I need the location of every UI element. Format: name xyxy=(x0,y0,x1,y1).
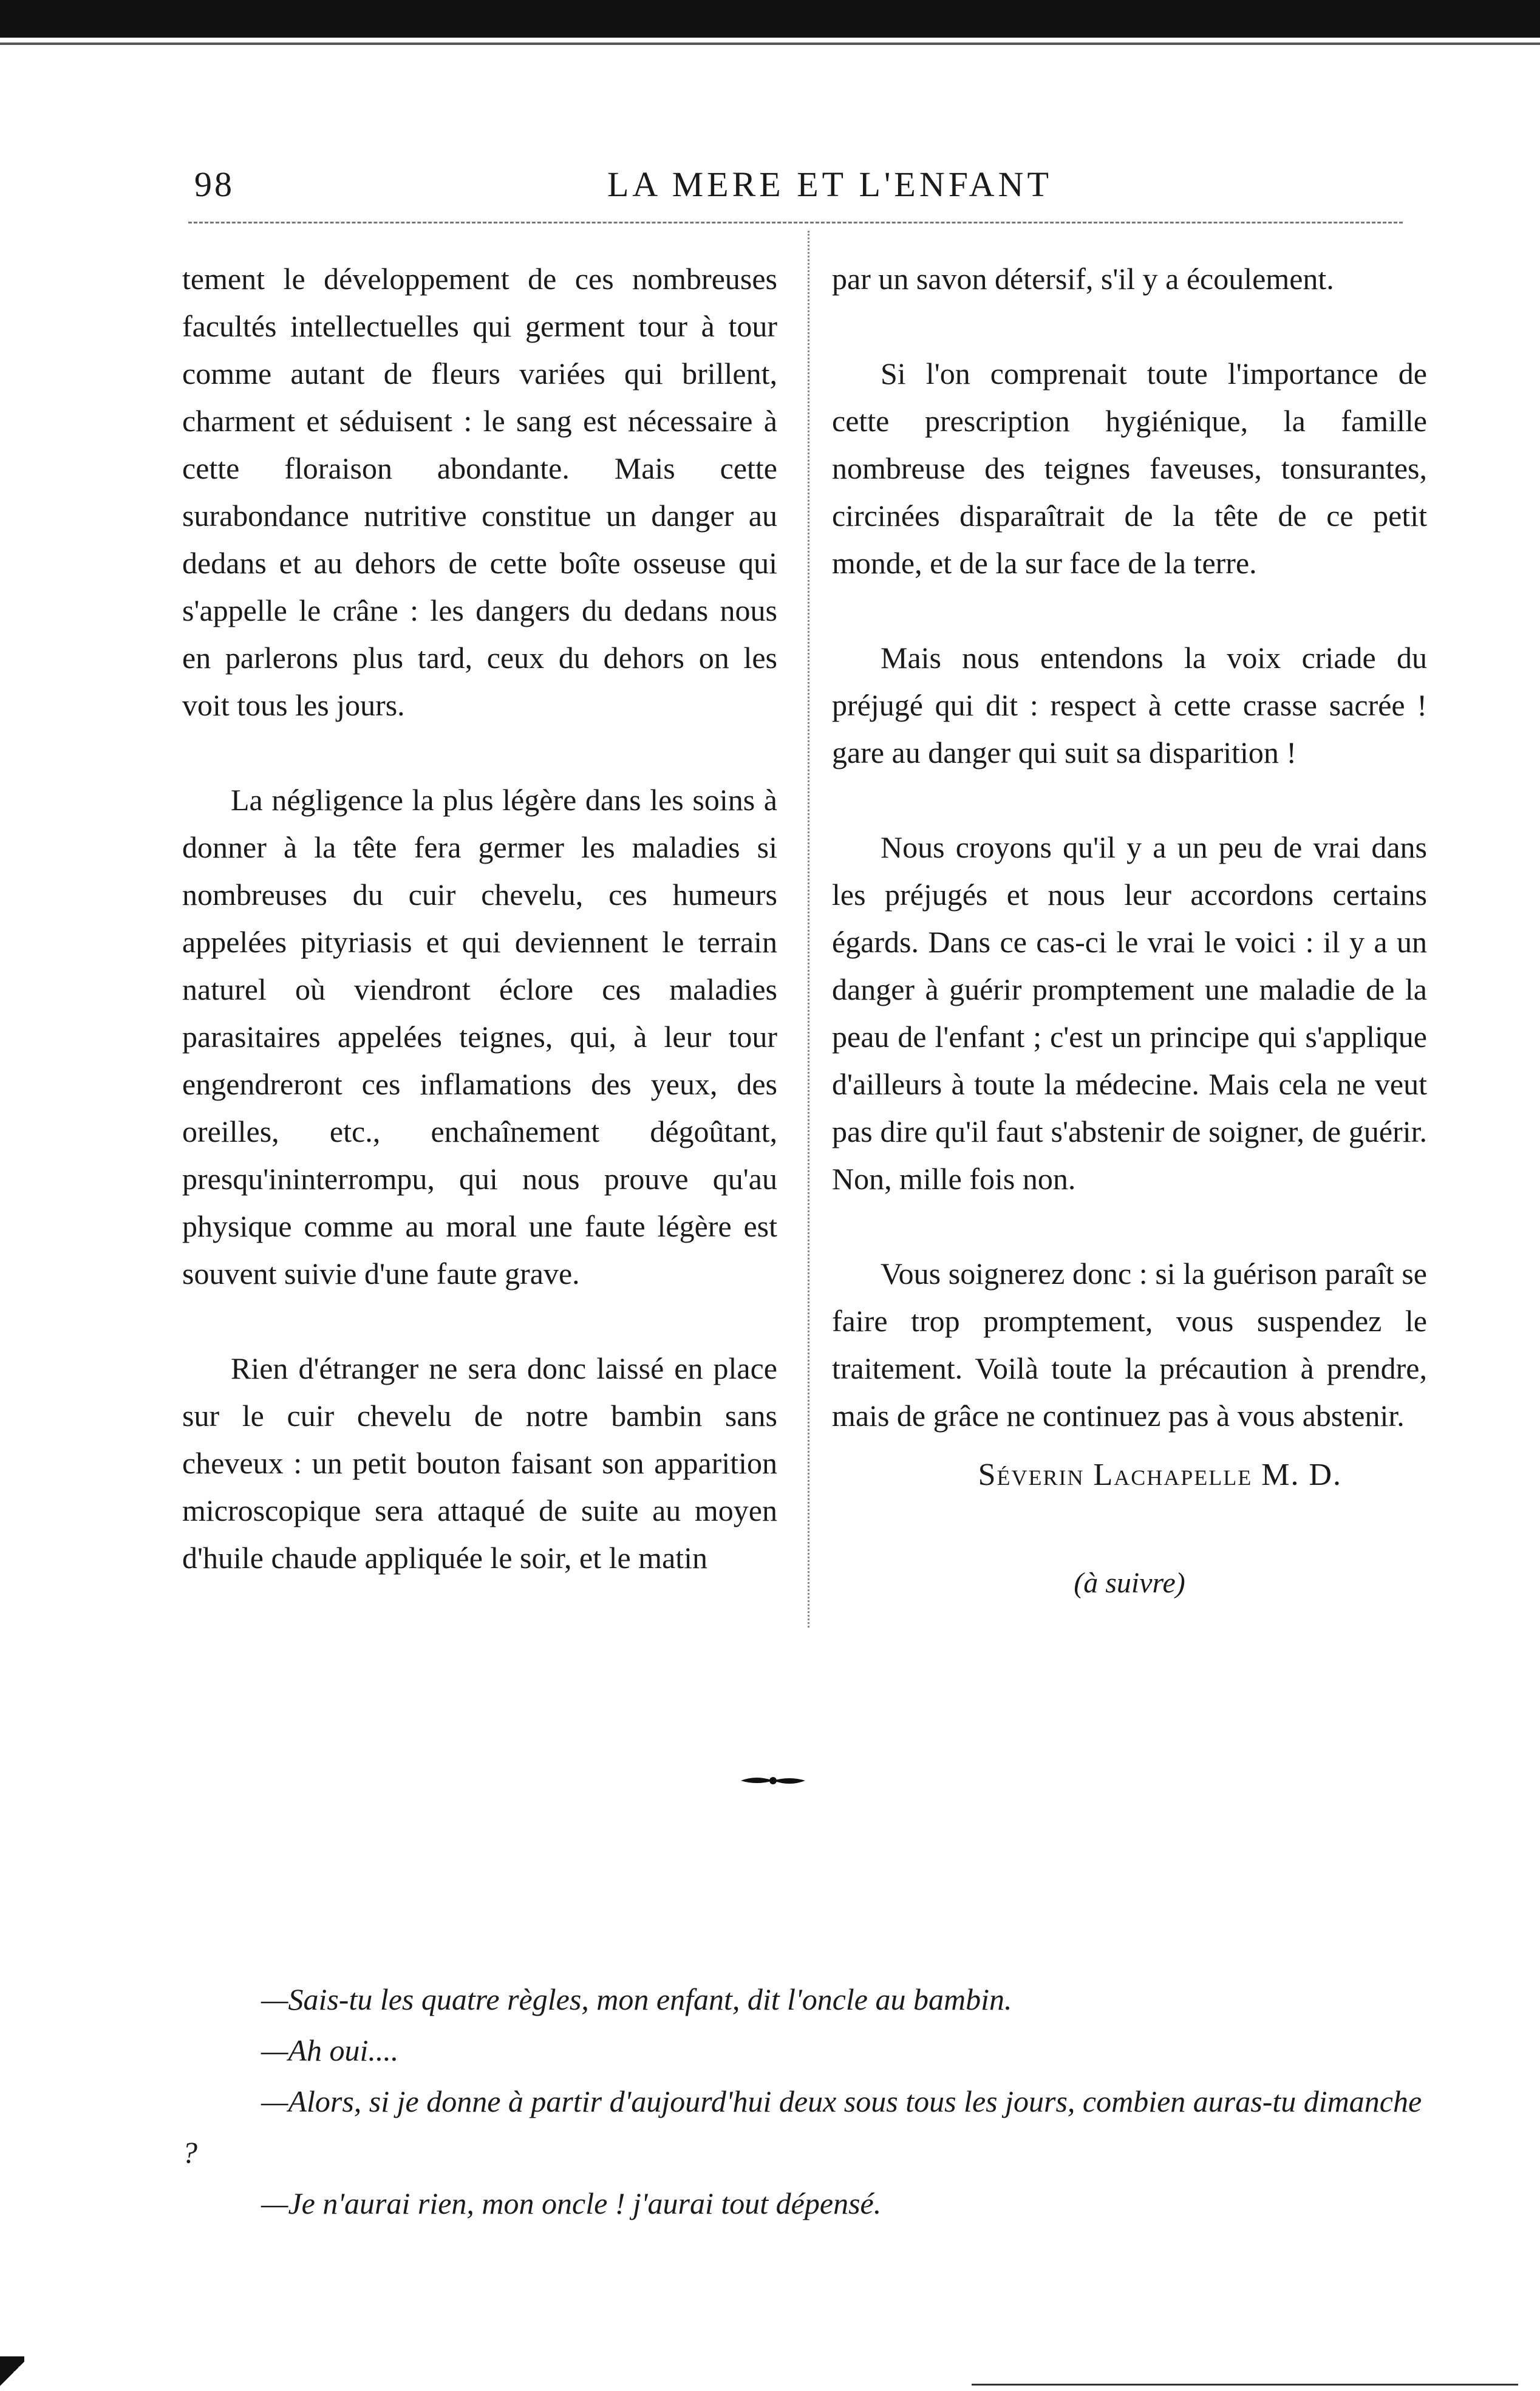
anecdote-line-1: —Sais-tu les quatre règles, mon enfant, dit l'oncle au bambin. xyxy=(261,1982,1012,2016)
to-follow-note: (à suivre) xyxy=(1074,1567,1185,1599)
left-paragraph-1: tement le développement de ces nombreuses facultés intellectuelles qui germent tour à tour comme autant de fleurs variées qui brillent, charment et séduisent : le sang est nécessaire à cette floraison abondante. Mais cette surabondance nutritive constitue un danger au dedans et au dehors de cette boîte osseuse qui s'appelle le crâne : les dangers du dedans nous en parlerons plus tard, ceux du dehors on les voit tous les jours. xyxy=(182,262,777,722)
running-title: LA MERE ET L'ENFANT xyxy=(607,165,1052,204)
right-paragraph-2: Si l'on comprenait toute l'importance de cette prescription hygiénique, la famille nombreuse des teignes faveuses, tonsurantes, circinées disparaîtrait de la tête de ce petit monde, et de la sur face de la terre. xyxy=(832,356,1427,580)
left-paragraph-2: La négligence la plus légère dans les soins à donner à la tête fera germer les maladies si nombreuses du cuir chevelu, ces humeurs appelées pityriasis et qui deviennent le terrain naturel où viendront éclore ces maladies parasitaires appelées teignes, qui, à leur tour engendreront ces inflamations des yeux, des oreilles, etc., enchaînement dégoûtant, presqu'ininterrompu, qui nous prouve qu'au physique comme au moral une faute légère est souvent suivie d'une faute grave. xyxy=(182,783,777,1291)
page-header xyxy=(194,164,1397,213)
right-paragraph-4: Nous croyons qu'il y a un peu de vrai dans les préjugés et nous leur accordons certains égards. Dans ce cas-ci le vrai le voici : il y a un danger à guérir promptement une maladie de la peau de l'enfant ; c'est un principe qui s'applique d'ailleurs à toute la médecine. Mais cela ne veut pas dire qu'il faut s'abstenir de soigner, de guérir. Non, mille fois non. xyxy=(832,830,1427,1196)
left-column xyxy=(182,255,777,1581)
author-signature: Séverin Lachapelle M. D. xyxy=(978,1458,1342,1492)
section-ornament-icon xyxy=(740,1773,806,1788)
bottom-corner-mark xyxy=(0,2356,24,2391)
right-paragraph-3: Mais nous entendons la voix criade du préjugé qui dit : respect à cette crasse sacrée ! gare au danger qui suit sa disparition ! xyxy=(832,641,1427,769)
column-divider xyxy=(808,231,809,1628)
right-paragraph-1: par un savon détersif, s'il y a écoulement. xyxy=(832,262,1334,296)
header-rule xyxy=(188,222,1403,223)
top-rule xyxy=(0,43,1540,45)
right-paragraph-5: Vous soignerez donc : si la guérison paraît se faire trop promptement, vous suspendez le traitement. Voilà toute la précaution à prendre, mais de grâce ne continuez pas à vous abstenir. xyxy=(832,1257,1427,1433)
left-paragraph-3: Rien d'étranger ne sera donc laissé en place sur le cuir chevelu de notre bambin sans cheveux : un petit bouton faisant son apparition microscopique sera attaqué de suite au moyen d'huile chaude appliquée le soir, et le matin xyxy=(182,1351,777,1575)
page-number: 98 xyxy=(194,165,234,204)
top-scan-bar xyxy=(0,0,1540,38)
bottom-rule xyxy=(972,2384,1518,2386)
anecdote-line-3: —Alors, si je donne à partir d'aujourd'hui deux sous tous les jours, combien auras-tu dimanche ? xyxy=(182,2084,1422,2169)
anecdote-line-2: —Ah oui.... xyxy=(261,2033,399,2067)
right-column xyxy=(832,255,1427,1607)
anecdote-line-4: —Je n'aurai rien, mon oncle ! j'aurai tout dépensé. xyxy=(261,2186,882,2220)
anecdote xyxy=(182,1974,1433,2229)
